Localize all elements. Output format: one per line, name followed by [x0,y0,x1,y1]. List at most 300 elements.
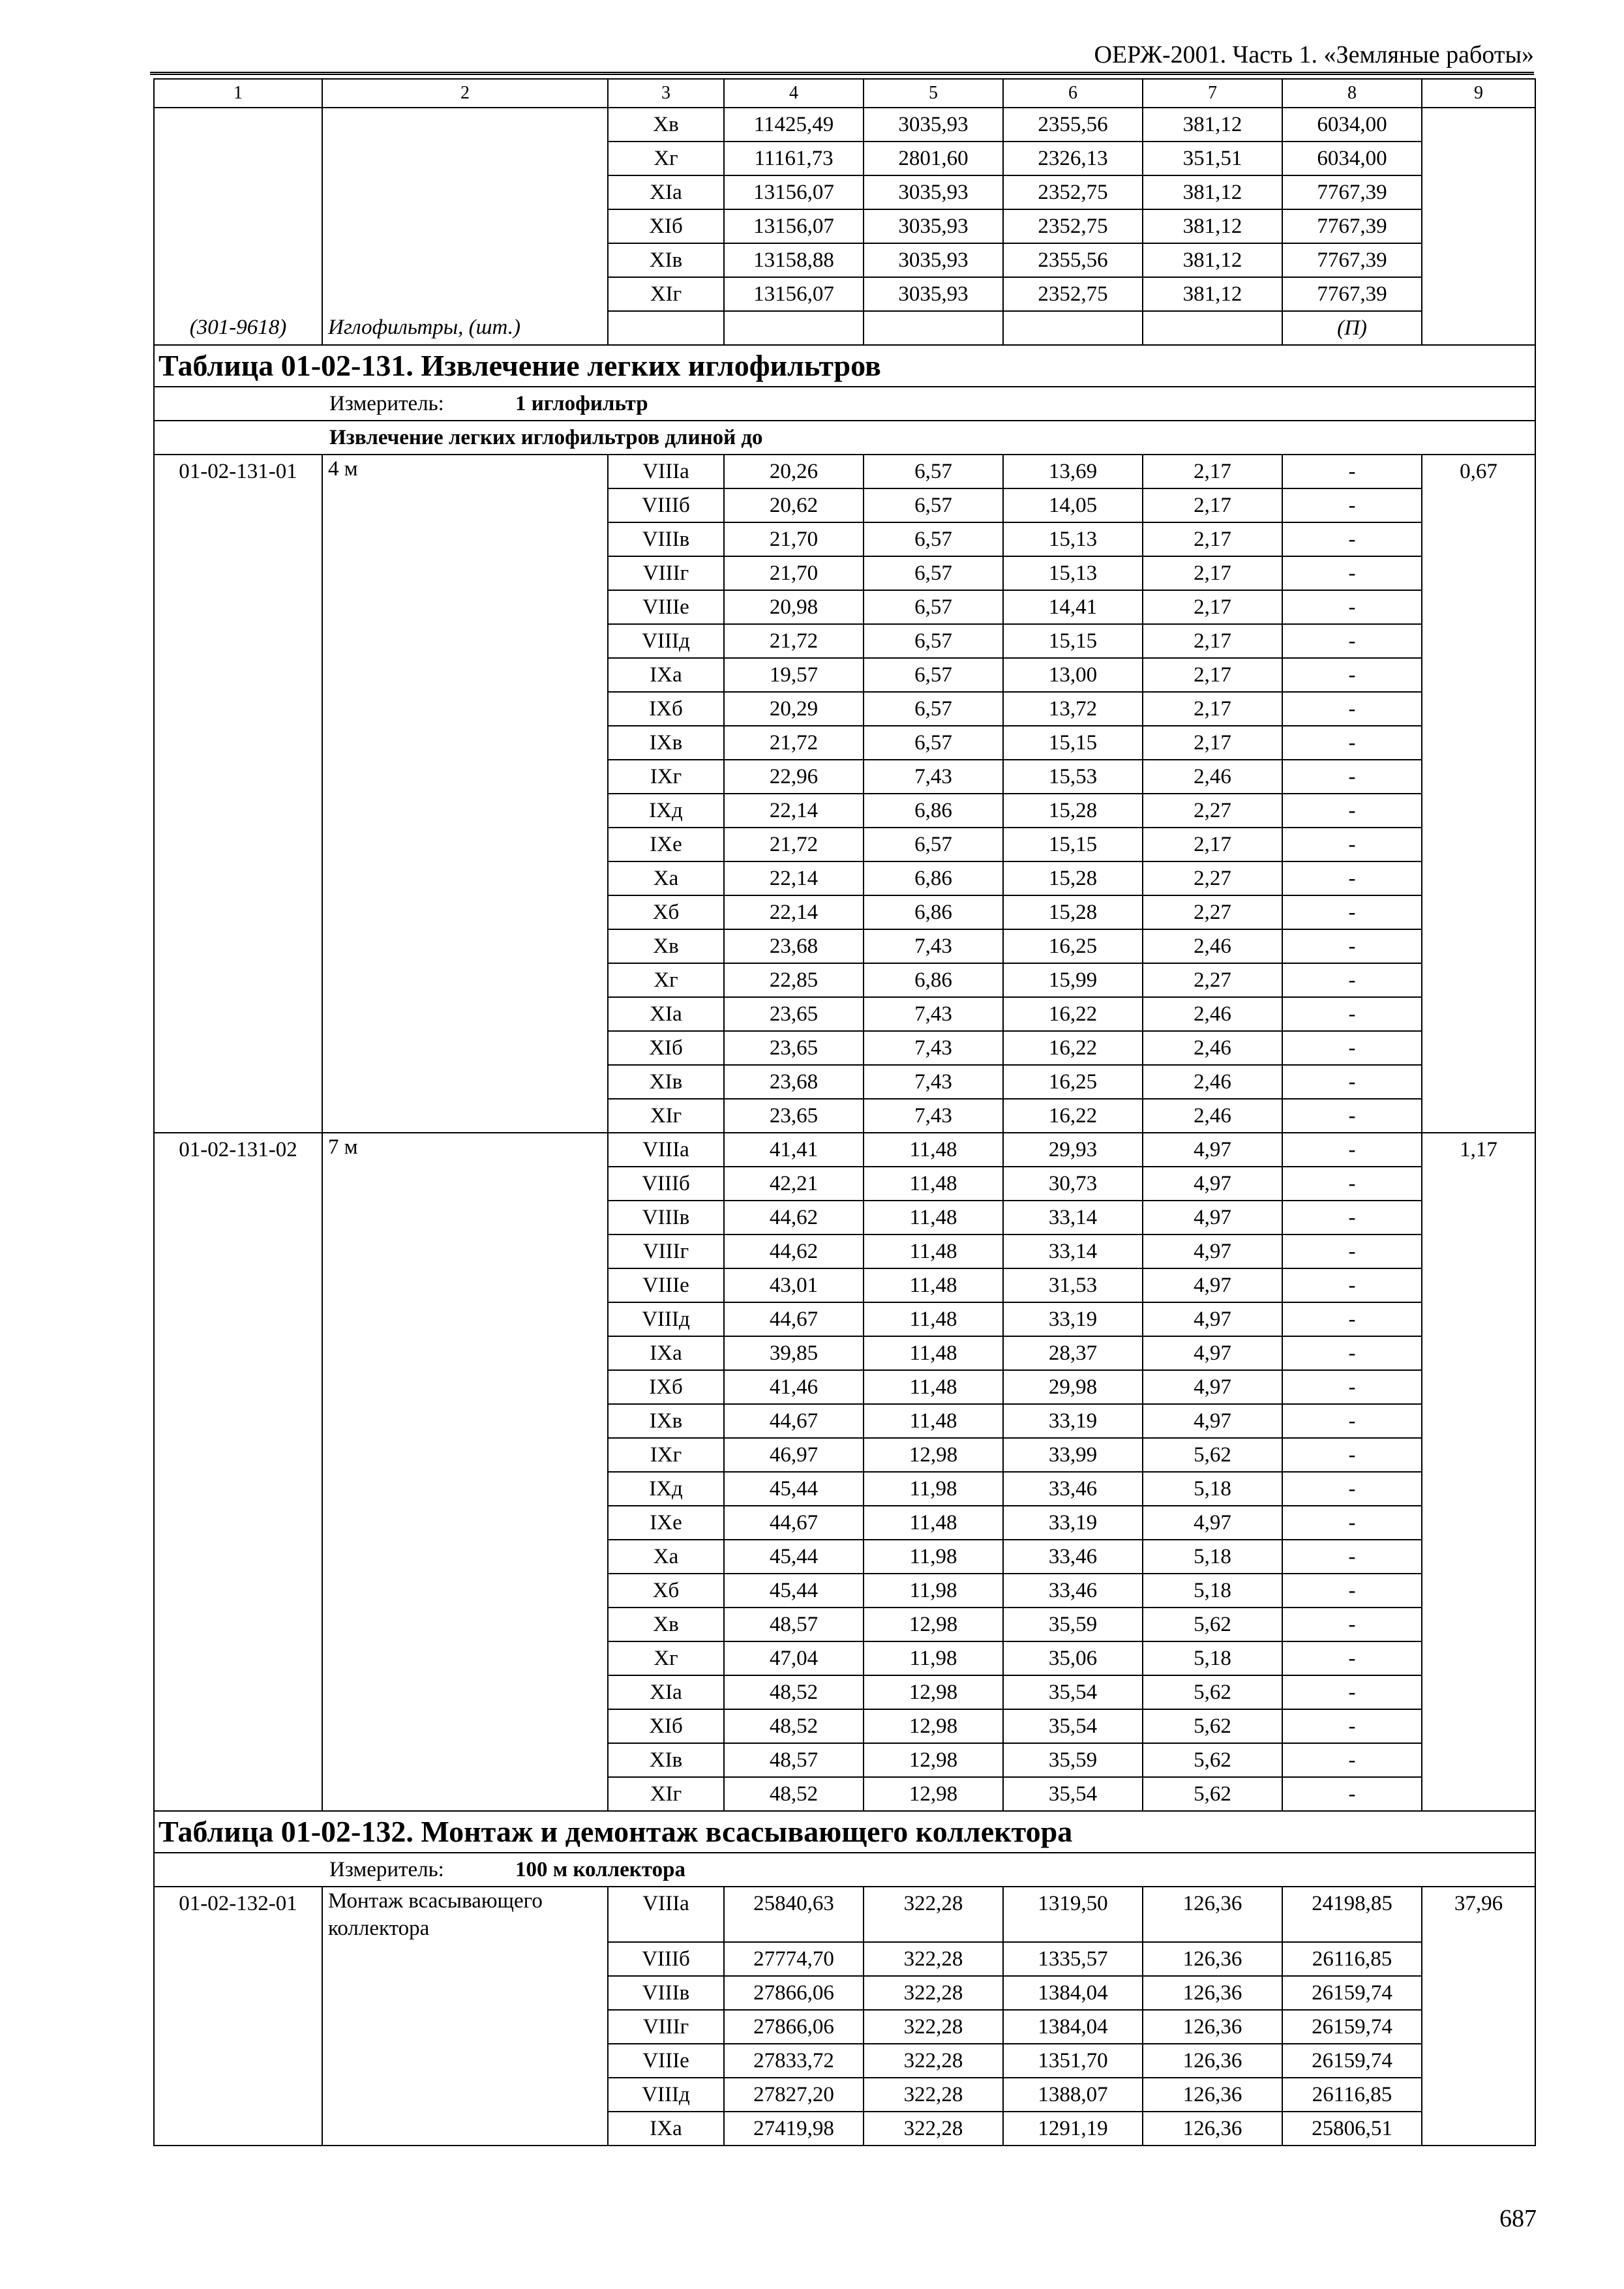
value-cell: 12,98 [864,1608,1003,1641]
col9-cell [1422,760,1535,794]
col9-cell [1422,1268,1535,1302]
col9-cell [1422,1540,1535,1574]
value-cell: 5,18 [1143,1540,1282,1574]
value-cell: 48,52 [724,1675,864,1709]
value-cell: 16,25 [1003,929,1143,963]
col9-cell [1422,895,1535,929]
empty-cell [608,311,724,345]
measure-cell [154,1853,1535,1887]
empty-cell [724,311,864,345]
col9-cell [1422,963,1535,997]
value-cell: 26116,85 [1282,2078,1422,2112]
table-row [154,488,1535,522]
code-cell [154,1031,322,1065]
value-cell: 2,27 [1143,861,1282,895]
value-cell: 31,53 [1003,1268,1143,1302]
table-row [154,142,1535,175]
zone-cell: IХб [608,1370,724,1404]
code-cell [154,1336,322,1370]
value-cell: 2,17 [1143,455,1282,488]
col9-cell [1422,1065,1535,1099]
value-cell: 33,99 [1003,1438,1143,1472]
zone-cell: IХд [608,794,724,828]
code-cell [154,1709,322,1743]
value-cell: 48,52 [724,1777,864,1811]
col9-cell [1422,1709,1535,1743]
value-cell: 35,06 [1003,1641,1143,1675]
value-cell: 4,97 [1143,1506,1282,1540]
name-cell [322,895,608,929]
value-cell: 4,97 [1143,1167,1282,1201]
zone-cell: ХIг [608,1099,724,1133]
value-cell: 13,00 [1003,658,1143,692]
value-cell: 7767,39 [1282,277,1422,311]
code-cell [154,1777,322,1811]
table-row [154,1472,1535,1506]
name-cell [322,1641,608,1675]
value-cell: 12,98 [864,1675,1003,1709]
value-cell: - [1282,929,1422,963]
value-cell: - [1282,1438,1422,1472]
table-row [154,1065,1535,1099]
zone-cell: IХд [608,1472,724,1506]
zone-cell: IХа [608,2112,724,2146]
name-cell [322,1608,608,1641]
code-cell [154,108,322,142]
value-cell: 322,28 [864,2078,1003,2112]
value-cell: 11,48 [864,1302,1003,1336]
column-number: 8 [1282,79,1422,108]
table-title: Таблица 01-02-132. Монтаж и демонтаж всасывающего коллектора [154,1811,1535,1853]
name-cell [322,2112,608,2146]
col9-cell [1422,1743,1535,1777]
name-cell [322,828,608,861]
col9-cell [1422,794,1535,828]
labor-cost: 37,96 [1422,1887,1535,1942]
code-cell [154,624,322,658]
value-cell: 15,99 [1003,963,1143,997]
value-cell: 381,12 [1143,209,1282,243]
value-cell: 16,22 [1003,1099,1143,1133]
value-cell: 44,67 [724,1404,864,1438]
subtitle-row [154,421,1535,455]
name-cell [322,1709,608,1743]
value-cell: - [1282,1268,1422,1302]
value-cell: 7,43 [864,997,1003,1031]
value-cell: 1384,04 [1003,1976,1143,2010]
name-cell [322,1099,608,1133]
col9-cell [1422,2010,1535,2044]
value-cell: 35,59 [1003,1743,1143,1777]
zone-cell: IХг [608,1438,724,1472]
col9-cell [1422,658,1535,692]
code-cell [154,209,322,243]
table-row [154,1167,1535,1201]
code-cell [154,1268,322,1302]
value-cell: 351,51 [1143,142,1282,175]
value-cell: 11,98 [864,1641,1003,1675]
value-cell: - [1282,692,1422,726]
value-cell: 2,17 [1143,590,1282,624]
value-cell: 15,28 [1003,895,1143,929]
value-cell: 1335,57 [1003,1942,1143,1976]
table-row [154,895,1535,929]
value-cell: 6,57 [864,828,1003,861]
value-cell: 6,57 [864,556,1003,590]
value-cell: 3035,93 [864,175,1003,209]
value-cell: 27827,20 [724,2078,864,2112]
value-cell: 45,44 [724,1574,864,1608]
value-cell: 5,62 [1143,1608,1282,1641]
table-row [154,828,1535,861]
col9-cell [1422,1031,1535,1065]
name-cell [322,1675,608,1709]
col9-cell [1422,929,1535,963]
column-number: 5 [864,79,1003,108]
value-cell: - [1282,590,1422,624]
zone-cell: Хг [608,963,724,997]
value-cell: 48,57 [724,1608,864,1641]
value-cell: - [1282,522,1422,556]
resource-name: Иглофильтры, (шт.) [322,311,608,345]
value-cell: 20,98 [724,590,864,624]
name-cell [322,1336,608,1370]
value-cell: 48,52 [724,1709,864,1743]
value-cell: 15,28 [1003,861,1143,895]
table-row [154,963,1535,997]
value-cell: 22,14 [724,895,864,929]
value-cell: 7767,39 [1282,243,1422,277]
value-cell: 46,97 [724,1438,864,1472]
value-cell: - [1282,1099,1422,1133]
value-cell: 7,43 [864,1065,1003,1099]
value-cell: 22,96 [724,760,864,794]
value-cell: - [1282,997,1422,1031]
table-row [154,1675,1535,1709]
value-cell: - [1282,1506,1422,1540]
empty-cell [864,311,1003,345]
value-cell: 5,62 [1143,1438,1282,1472]
value-cell: 6,57 [864,726,1003,760]
value-cell: 13,72 [1003,692,1143,726]
value-cell: 20,62 [724,488,864,522]
name-cell [322,963,608,997]
value-cell: 6,57 [864,522,1003,556]
table-row [154,175,1535,209]
value-cell: 381,12 [1143,277,1282,311]
col9-cell [1422,1641,1535,1675]
value-cell: - [1282,1675,1422,1709]
value-cell: 322,28 [864,1887,1003,1942]
value-cell: 322,28 [864,2010,1003,2044]
resource-note: (П) [1282,311,1422,345]
value-cell: - [1282,1472,1422,1506]
zone-cell: IХг [608,760,724,794]
value-cell: 2,46 [1143,760,1282,794]
column-number: 1 [154,79,322,108]
value-cell: 11,48 [864,1201,1003,1234]
table-row [154,726,1535,760]
name-cell [322,1942,608,1976]
table-title-row [154,345,1535,387]
value-cell: 20,29 [724,692,864,726]
name-cell [322,1268,608,1302]
value-cell: - [1282,1234,1422,1268]
code-cell [154,2112,322,2146]
value-cell: 6,57 [864,658,1003,692]
value-cell: 33,46 [1003,1472,1143,1506]
col9-cell [1422,277,1535,311]
value-cell: 4,97 [1143,1302,1282,1336]
value-cell: 27419,98 [724,2112,864,2146]
code-cell [154,692,322,726]
zone-cell: VIIIг [608,2010,724,2044]
table-row [154,2112,1535,2146]
code-cell [154,1099,322,1133]
value-cell: 3035,93 [864,209,1003,243]
rate-code: 01-02-131-02 [154,1133,322,1167]
value-cell: - [1282,1133,1422,1167]
value-cell: 3035,93 [864,277,1003,311]
value-cell: ХIв [608,243,724,277]
value-cell: 6,86 [864,963,1003,997]
zone-cell: ХIа [608,997,724,1031]
value-cell: 19,57 [724,658,864,692]
col9-cell [1422,1234,1535,1268]
value-cell: 4,97 [1143,1201,1282,1234]
zone-cell: ХIг [608,1777,724,1811]
value-cell: Хг [608,142,724,175]
name-cell [322,1234,608,1268]
value-cell: 15,53 [1003,760,1143,794]
code-cell [154,1234,322,1268]
value-cell: 2355,56 [1003,243,1143,277]
value-cell: 33,19 [1003,1506,1143,1540]
value-cell: 7,43 [864,1031,1003,1065]
value-cell: 42,21 [724,1167,864,1201]
value-cell: 33,14 [1003,1234,1143,1268]
name-cell [322,590,608,624]
value-cell: - [1282,1608,1422,1641]
value-cell: 6,57 [864,590,1003,624]
value-cell: 47,04 [724,1641,864,1675]
col9-cell [1422,1506,1535,1540]
value-cell: 1351,70 [1003,2044,1143,2078]
value-cell: 23,68 [724,929,864,963]
value-cell: 2,17 [1143,624,1282,658]
col9-cell [1422,488,1535,522]
zone-cell: VIIIв [608,1976,724,2010]
value-cell: 13156,07 [724,209,864,243]
value-cell: 35,59 [1003,1608,1143,1641]
column-number: 2 [322,79,608,108]
col9-cell [1422,1675,1535,1709]
value-cell: 15,15 [1003,726,1143,760]
name-cell [322,1302,608,1336]
zone-cell: VIIIа [608,1133,724,1167]
table-row [154,929,1535,963]
empty-cell [1003,311,1143,345]
code-cell [154,488,322,522]
code-cell [154,1302,322,1336]
table-row [154,2044,1535,2078]
zone-cell: IХа [608,658,724,692]
resource-code: (301-9618) [154,311,322,345]
value-cell: 15,13 [1003,556,1143,590]
value-cell: 6,57 [864,488,1003,522]
value-cell: 2,46 [1143,1099,1282,1133]
col9-cell [1422,175,1535,209]
table-row [154,590,1535,624]
table-row [154,1133,1535,1167]
code-cell [154,1976,322,2010]
value-cell: 41,46 [724,1370,864,1404]
table-subtitle: Извлечение легких иглофильтров длиной до [154,421,1535,455]
value-cell: 48,57 [724,1743,864,1777]
name-cell [322,1404,608,1438]
value-cell: 45,44 [724,1472,864,1506]
labor-cost: 0,67 [1422,455,1535,488]
value-cell: 45,44 [724,1540,864,1574]
value-cell: 33,46 [1003,1574,1143,1608]
table-title-row [154,1811,1535,1853]
value-cell: 14,41 [1003,590,1143,624]
zone-cell: IХе [608,828,724,861]
value-cell: 15,15 [1003,624,1143,658]
value-cell: 44,67 [724,1302,864,1336]
value-cell: 33,46 [1003,1540,1143,1574]
col9-cell [1422,1370,1535,1404]
col9-cell [1422,1201,1535,1234]
col9-cell [1422,1099,1535,1133]
value-cell: 26159,74 [1282,2044,1422,2078]
name-cell [322,692,608,726]
table-row [154,455,1535,488]
rate-code: 01-02-131-01 [154,455,322,488]
name-cell [322,861,608,895]
table-row [154,522,1535,556]
page-number: 687 [1499,2205,1537,2232]
value-cell: - [1282,658,1422,692]
value-cell: 22,14 [724,861,864,895]
value-cell: 16,22 [1003,1031,1143,1065]
code-cell [154,2010,322,2044]
table-row [154,794,1535,828]
value-cell: 11,98 [864,1574,1003,1608]
value-cell: 11,48 [864,1268,1003,1302]
table-row [154,1608,1535,1641]
value-cell: 3035,93 [864,108,1003,142]
value-cell: - [1282,1540,1422,1574]
value-cell: - [1282,1201,1422,1234]
value-cell: 126,36 [1143,2010,1282,2044]
value-cell: 4,97 [1143,1133,1282,1167]
rate-code: 01-02-132-01 [154,1887,322,1942]
value-cell: - [1282,963,1422,997]
code-cell [154,658,322,692]
value-cell: 13156,07 [724,277,864,311]
value-cell: 26159,74 [1282,2010,1422,2044]
table-row [154,1201,1535,1234]
zone-cell: VIIIг [608,1234,724,1268]
col9-cell [1422,726,1535,760]
col9-cell [1422,1404,1535,1438]
name-cell [322,1574,608,1608]
value-cell: 23,65 [724,997,864,1031]
code-cell [154,997,322,1031]
code-cell [154,794,322,828]
rate-name: 7 м [322,1133,608,1167]
table-row [154,1540,1535,1574]
zone-cell: IХе [608,1506,724,1540]
value-cell: 5,18 [1143,1574,1282,1608]
name-cell [322,209,608,243]
col9-cell [1422,209,1535,243]
code-cell [154,1743,322,1777]
value-cell: 13,69 [1003,455,1143,488]
table-row [154,1438,1535,1472]
column-number: 3 [608,79,724,108]
table-row [154,1031,1535,1065]
value-cell: - [1282,1404,1422,1438]
name-cell [322,1370,608,1404]
value-cell: 12,98 [864,1743,1003,1777]
value-cell: 21,72 [724,828,864,861]
value-cell: - [1282,1031,1422,1065]
zone-cell: VIIIе [608,590,724,624]
value-cell: 12,98 [864,1709,1003,1743]
col9-cell [1422,1438,1535,1472]
name-cell [322,624,608,658]
table-row [154,108,1535,142]
table-row [154,1709,1535,1743]
zone-cell: VIIIд [608,2078,724,2112]
value-cell: - [1282,624,1422,658]
name-cell [322,522,608,556]
value-cell: 12,98 [864,1777,1003,1811]
name-cell [322,997,608,1031]
value-cell: 23,65 [724,1031,864,1065]
value-cell: 11,98 [864,1540,1003,1574]
col9-cell [1422,2078,1535,2112]
zone-cell: Ха [608,1540,724,1574]
value-cell: 1384,04 [1003,2010,1143,2044]
table-row [154,658,1535,692]
zone-cell: ХIб [608,1709,724,1743]
name-cell [322,1540,608,1574]
value-cell: 381,12 [1143,175,1282,209]
value-cell: 30,73 [1003,1167,1143,1201]
value-cell: 126,36 [1143,1976,1282,2010]
value-cell: 126,36 [1143,1942,1282,1976]
value-cell: ХIб [608,209,724,243]
page-header [150,38,1534,75]
value-cell: 6,86 [864,895,1003,929]
value-cell: 5,62 [1143,1777,1282,1811]
value-cell: 29,93 [1003,1133,1143,1167]
zone-cell: ХIб [608,1031,724,1065]
value-cell: 2,46 [1143,929,1282,963]
rate-name: 4 м [322,455,608,488]
zone-cell: Хг [608,1641,724,1675]
value-cell: 15,13 [1003,522,1143,556]
table-row [154,1234,1535,1268]
value-cell: - [1282,794,1422,828]
name-cell [322,1065,608,1099]
measure-value: 100 м коллектора [515,1858,685,1881]
table-row [154,556,1535,590]
zone-cell: ХIа [608,1675,724,1709]
